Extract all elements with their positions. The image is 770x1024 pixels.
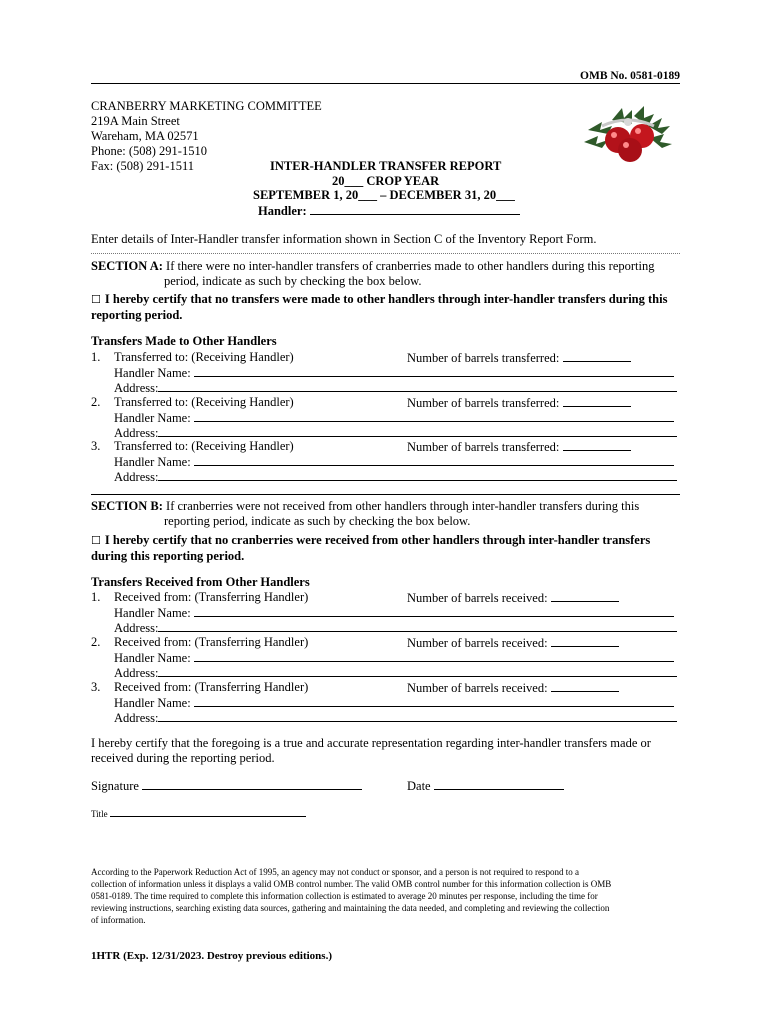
- section-a-cert1: I hereby certify that no transfers were made to other handlers through inter-handler transfers during this: [104, 292, 668, 306]
- section-b-heading: Transfers Received from Other Handlers: [91, 575, 310, 589]
- b1-handler-name-label: Handler Name:: [114, 606, 191, 620]
- section-divider: [91, 494, 680, 495]
- a3-barrels-label: Number of barrels transferred:: [407, 440, 560, 454]
- section-b-cert2: during this reporting period.: [91, 549, 245, 563]
- b3-label: Received from: (Transferring Handler): [114, 680, 309, 694]
- footer-form-code: 1HTR (Exp. 12/31/2023. Destroy previous editions.): [91, 950, 332, 962]
- report-handler-label: Handler:: [258, 204, 307, 218]
- section-a-heading: Transfers Made to Other Handlers: [91, 334, 277, 348]
- b3-barrels-row: [407, 680, 619, 696]
- a1-barrels-field[interactable]: [563, 350, 631, 362]
- org-phone: Phone: (508) 291-1510: [91, 144, 207, 158]
- b2-num: 2.: [91, 635, 101, 649]
- a2-handler-name-label: Handler Name:: [114, 411, 191, 425]
- title-row: [91, 808, 306, 820]
- date-row: [407, 778, 564, 794]
- section-b-line1: [91, 499, 639, 514]
- a3-label: Transferred to: (Receiving Handler): [114, 439, 294, 453]
- b2-handler-name-label: Handler Name:: [114, 651, 191, 665]
- b1-address-row: [114, 620, 677, 636]
- a3-barrels-field[interactable]: [563, 439, 631, 451]
- b1-address-field[interactable]: [158, 620, 677, 632]
- b2-barrels-row: [407, 635, 619, 651]
- signature-field[interactable]: [142, 778, 362, 790]
- certification-line2: received during the reporting period.: [91, 751, 275, 765]
- section-b-cert-line1: [91, 533, 650, 548]
- section-a-text1: If there were no inter-handler transfers of cranberries made to other handlers during this reporting: [166, 259, 655, 273]
- date-field[interactable]: [434, 778, 564, 790]
- cranberry-ornament-icon: [582, 100, 674, 168]
- a3-barrels-row: [407, 439, 631, 455]
- org-city: Wareham, MA 02571: [91, 129, 199, 143]
- certification-line1: I hereby certify that the foregoing is a true and accurate representation regarding inter-handler transfers made or: [91, 736, 651, 750]
- signature-row: [91, 778, 362, 794]
- b1-num: 1.: [91, 590, 101, 604]
- b2-address-label: Address:: [114, 666, 159, 680]
- a1-barrels-label: Number of barrels transferred:: [407, 351, 560, 365]
- a2-barrels-row: [407, 395, 631, 411]
- section-a-cert-line1: [91, 292, 667, 307]
- section-b-checkbox-icon[interactable]: ☐: [91, 534, 101, 547]
- a3-handler-name-field[interactable]: [194, 454, 674, 466]
- b3-num: 3.: [91, 680, 101, 694]
- signature-label: Signature: [91, 779, 139, 793]
- date-label: Date: [407, 779, 431, 793]
- b2-barrels-label: Number of barrels received:: [407, 636, 548, 650]
- a1-handler-name-row: [114, 365, 674, 381]
- a1-handler-name-label: Handler Name:: [114, 366, 191, 380]
- report-handler-field[interactable]: [310, 203, 520, 215]
- a2-barrels-field[interactable]: [563, 395, 631, 407]
- report-period: SEPTEMBER 1, 20___ – DECEMBER 31, 20___: [253, 188, 515, 202]
- a1-barrels-row: [407, 350, 631, 366]
- a2-label: Transferred to: (Receiving Handler): [114, 395, 294, 409]
- section-a-cert2: reporting period.: [91, 308, 183, 322]
- section-a-text2: period, indicate as such by checking the box below.: [164, 274, 422, 288]
- b1-handler-name-field[interactable]: [194, 605, 674, 617]
- a3-address-row: [114, 469, 677, 485]
- b1-handler-name-row: [114, 605, 674, 621]
- b3-barrels-label: Number of barrels received:: [407, 681, 548, 695]
- b3-handler-name-row: [114, 695, 674, 711]
- a2-barrels-label: Number of barrels transferred:: [407, 396, 560, 410]
- b2-handler-name-field[interactable]: [194, 650, 674, 662]
- b2-address-row: [114, 665, 677, 681]
- paperwork-line2: collection of information unless it displays a valid OMB control number. The valid OMB control number for this information collection is OMB: [91, 879, 612, 889]
- paperwork-line1: According to the Paperwork Reduction Act of 1995, an agency may not conduct or sponsor, and a person is not required to respond to a: [91, 867, 580, 877]
- b3-barrels-field[interactable]: [551, 680, 619, 692]
- org-street: 219A Main Street: [91, 114, 180, 128]
- b2-handler-name-row: [114, 650, 674, 666]
- b1-address-label: Address:: [114, 621, 159, 635]
- header-rule: [91, 83, 680, 84]
- b3-address-row: [114, 710, 677, 726]
- section-a-checkbox-icon[interactable]: ☐: [91, 293, 101, 306]
- title-label: Title: [91, 809, 108, 819]
- a1-address-row: [114, 380, 677, 396]
- b1-label: Received from: (Transferring Handler): [114, 590, 309, 604]
- a1-address-label: Address:: [114, 381, 159, 395]
- section-b-cert1: I hereby certify that no cranberries were received from other handlers through inter-handler transfers: [104, 533, 651, 547]
- report-title: INTER-HANDLER TRANSFER REPORT: [270, 159, 502, 173]
- b3-address-field[interactable]: [158, 710, 677, 722]
- a3-address-field[interactable]: [158, 469, 677, 481]
- b1-barrels-row: [407, 590, 619, 606]
- a1-handler-name-field[interactable]: [194, 365, 674, 377]
- section-a-line1: [91, 259, 654, 274]
- omb-number: OMB No. 0581-0189: [580, 70, 680, 82]
- a3-num: 3.: [91, 439, 101, 453]
- a3-address-label: Address:: [114, 470, 159, 484]
- org-name: CRANBERRY MARKETING COMMITTEE: [91, 99, 322, 113]
- title-field[interactable]: [110, 808, 306, 817]
- paperwork-line5: of information.: [91, 915, 146, 925]
- a1-address-field[interactable]: [158, 380, 677, 392]
- report-handler-row: [258, 203, 520, 219]
- section-a-label: SECTION A:: [91, 259, 163, 273]
- b1-barrels-field[interactable]: [551, 590, 619, 602]
- paperwork-line3: 0581-0189. The time required to complete this information collection is estimated to average 20 minutes per response, including the time for: [91, 891, 598, 901]
- section-b-label: SECTION B:: [91, 499, 163, 513]
- b2-label: Received from: (Transferring Handler): [114, 635, 309, 649]
- a2-num: 2.: [91, 395, 101, 409]
- paperwork-line4: reviewing instructions, searching existing data sources, gathering and maintaining the data needed, and completing and reviewing the collection: [91, 903, 610, 913]
- report-crop-year: 20___ CROP YEAR: [332, 174, 440, 188]
- a3-handler-name-label: Handler Name:: [114, 455, 191, 469]
- a2-address-label: Address:: [114, 426, 159, 440]
- b3-handler-name-field[interactable]: [194, 695, 674, 707]
- intro-text: Enter details of Inter-Handler transfer information shown in Section C of the Inventory Report Form.: [91, 232, 597, 246]
- b2-address-field[interactable]: [158, 665, 677, 677]
- b2-barrels-field[interactable]: [551, 635, 619, 647]
- b3-handler-name-label: Handler Name:: [114, 696, 191, 710]
- b1-barrels-label: Number of barrels received:: [407, 591, 548, 605]
- intro-divider: [91, 253, 680, 254]
- org-fax: Fax: (508) 291-1511: [91, 159, 194, 173]
- section-b-text2: reporting period, indicate as such by checking the box below.: [164, 514, 471, 528]
- a2-handler-name-row: [114, 410, 674, 426]
- a3-handler-name-row: [114, 454, 674, 470]
- a2-address-field[interactable]: [158, 425, 677, 437]
- a1-label: Transferred to: (Receiving Handler): [114, 350, 294, 364]
- b3-address-label: Address:: [114, 711, 159, 725]
- a1-num: 1.: [91, 350, 101, 364]
- a2-handler-name-field[interactable]: [194, 410, 674, 422]
- section-b-text1: If cranberries were not received from other handlers through inter-handler transfers during this: [166, 499, 640, 513]
